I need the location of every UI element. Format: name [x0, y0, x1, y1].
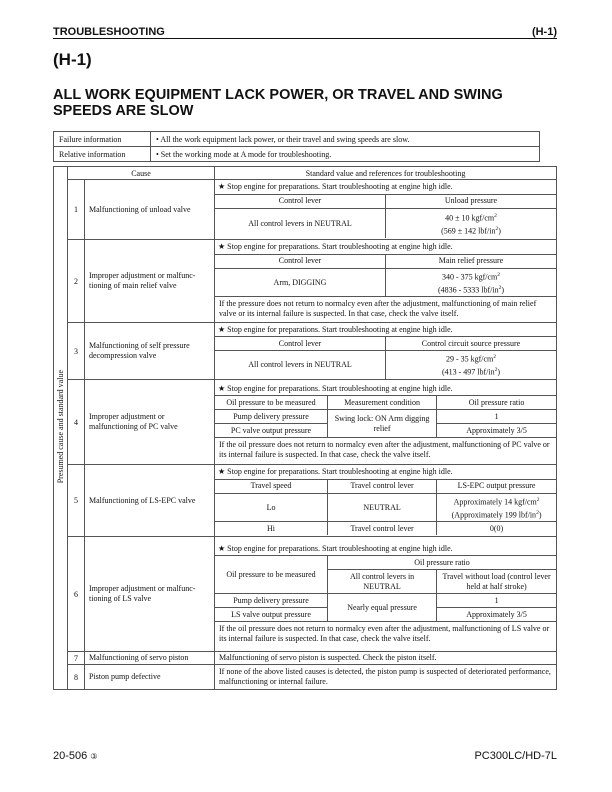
row-number: 6 — [68, 537, 85, 652]
row-number: 2 — [68, 240, 85, 323]
cause-table — [53, 166, 557, 690]
travel-speed: Lo — [215, 493, 328, 521]
remark-text: Malfunctioning of servo piston is suspected. Check the piston itself. — [215, 652, 557, 665]
condition-value: All control levers in NEUTRAL — [215, 351, 386, 379]
info-label: Failure information — [54, 132, 151, 147]
sub-header: Control lever — [215, 194, 386, 208]
pressure-value: Approximately 14 kgf/$cm^2$ (Approximately 199 lbf/$in^2$) — [437, 493, 556, 521]
pressure-value: 29 - 35 kgf/$cm^2$ (413 - 497 lbf/$in^2$) — [386, 351, 557, 379]
lever-position: NEUTRAL — [328, 493, 437, 521]
sub-header: LS-EPC output pressure — [437, 479, 556, 493]
row-number: 7 — [68, 652, 85, 665]
pressure-value: 40 ± 10 kgf/$cm^2$ (569 ± 142 lbf/$in^2$) — [386, 208, 557, 238]
measured-pressure: PC valve output pressure — [215, 424, 328, 438]
row-number: 4 — [68, 380, 85, 465]
table-row — [54, 180, 557, 240]
pressure-value: 340 - 375 kgf/$cm^2$ (4836 - 5333 lbf/$in^2$) — [386, 268, 557, 296]
row-number: 3 — [68, 323, 85, 380]
row-number: 1 — [68, 180, 85, 240]
pressure-ratio: Approximately 3/5 — [437, 424, 556, 438]
sub-header: Travel control lever — [328, 479, 437, 493]
preparation-note: ★ Stop engine for preparations. Start troubleshooting at engine high idle. — [215, 323, 556, 337]
sub-header: Oil pressure ratio — [437, 396, 556, 410]
page-number-text: 20-506 — [53, 750, 88, 762]
table-row — [54, 323, 557, 380]
sub-header: Oil pressure to be measured — [215, 556, 328, 594]
row-number: 8 — [68, 665, 85, 690]
cause-text: Malfunctioning of servo piston — [85, 652, 215, 665]
table-row — [54, 537, 557, 652]
sub-header: Oil pressure ratio — [328, 556, 556, 570]
remark-text: If the oil pressure does not return to normalcy even after the adjustment, malfunctioning of LS valve or its internal failure is suspected. In that case, check the valve itself. — [215, 622, 556, 647]
pressure-ratio: 1 — [437, 410, 556, 424]
section-title: TROUBLESHOOTING — [53, 26, 165, 38]
info-table — [53, 131, 540, 162]
preparation-note: ★ Stop engine for preparations. Start troubleshooting at engine high idle. — [215, 181, 556, 195]
measured-pressure: Pump delivery pressure — [215, 594, 328, 608]
info-label: Relative information — [54, 147, 151, 162]
sub-header: Unload pressure — [386, 194, 557, 208]
info-value: • All the work equipment lack power, or their travel and swing speeds are slow. — [151, 132, 540, 147]
pressure-value: 0(0) — [437, 522, 556, 536]
revision-mark: ③ — [90, 752, 98, 761]
remark-text: If none of the above listed causes is detected, the piston pump is suspected of deteriorated performance, malfunctioning or internal failure. — [215, 665, 557, 690]
sub-header: Control lever — [215, 254, 386, 268]
travel-speed: Hi — [215, 522, 328, 536]
cause-text: Malfunctioning of unload valve — [85, 180, 215, 240]
cause-text: Malfunctioning of LS-EPC valve — [85, 465, 215, 537]
measurement-condition: Swing lock: ON Arm digging relief — [328, 410, 437, 438]
pressure-ratio-neutral: Nearly equal pressure — [328, 594, 437, 622]
header-code: (H-1) — [531, 26, 557, 38]
table-row — [54, 665, 557, 690]
cause-text: Malfunctioning of self pressure decompression valve — [85, 323, 215, 380]
model-name: PC300LC/HD-7L — [474, 750, 557, 762]
standard-header: Standard value and references for troubleshooting — [215, 167, 557, 180]
sub-header: Measurement condition — [328, 396, 437, 410]
page-number — [53, 750, 97, 762]
cause-text: Improper adjustment or malfunc-tioning of LS valve — [85, 537, 215, 652]
remark-text: If the pressure does not return to normalcy even after the adjustment, malfunctioning of main relief valve or its internal failure is suspected. In that case, check the valve itself. — [215, 297, 556, 322]
table-row — [54, 240, 557, 323]
preparation-note: ★ Stop engine for preparations. Start troubleshooting at engine high idle. — [215, 466, 556, 480]
row-number: 5 — [68, 465, 85, 537]
page-header — [53, 26, 557, 39]
measured-pressure: Pump delivery pressure — [215, 410, 328, 424]
table-row — [54, 380, 557, 465]
sub-header: All control levers in NEUTRAL — [328, 570, 437, 594]
info-row — [54, 132, 540, 147]
cause-text: Improper adjustment or malfunc-tioning of main relief valve — [85, 240, 215, 323]
pressure-ratio: Approximately 3/5 — [437, 608, 556, 622]
sub-header: Oil pressure to be measured — [215, 396, 328, 410]
measured-pressure: LS valve output pressure — [215, 608, 328, 622]
pressure-ratio: 1 — [437, 594, 556, 608]
sub-header: Travel speed — [215, 479, 328, 493]
page-title: ALL WORK EQUIPMENT LACK POWER, OR TRAVEL AND SWING SPEEDS ARE SLOW — [53, 87, 503, 119]
side-label-cell — [54, 167, 68, 690]
info-value: • Set the working mode at A mode for troubleshooting. — [151, 147, 540, 162]
table-row — [54, 465, 557, 537]
preparation-note: ★ Stop engine for preparations. Start troubleshooting at engine high idle. — [215, 542, 556, 556]
cause-text: Piston pump defective — [85, 665, 215, 690]
table-row — [54, 652, 557, 665]
info-row — [54, 147, 540, 162]
sub-header: Control circuit source pressure — [386, 337, 557, 351]
preparation-note: ★ Stop engine for preparations. Start troubleshooting at engine high idle. — [215, 382, 556, 396]
remark-text: If the oil pressure does not return to normalcy even after the adjustment, malfunctioning of PC valve or its internal failure is suspected. In that case, check the valve itself. — [215, 438, 556, 463]
cause-header: Cause — [68, 167, 215, 180]
sub-header: Control lever — [215, 337, 386, 351]
preparation-note: ★ Stop engine for preparations. Start troubleshooting at engine high idle. — [215, 241, 556, 255]
table-header-row — [54, 167, 557, 180]
lever-position: Travel control lever — [328, 522, 437, 536]
sub-header: Main relief pressure — [386, 254, 557, 268]
cause-text: Improper adjustment or malfunctioning of PC valve — [85, 380, 215, 465]
sub-header: Travel without load (control lever held at half stroke) — [437, 570, 556, 594]
condition-value: Arm, DIGGING — [215, 268, 386, 296]
troubleshooting-code: (H-1) — [53, 50, 92, 69]
side-label: Presumed cause and standard value — [56, 370, 65, 484]
condition-value: All control levers in NEUTRAL — [215, 208, 386, 238]
